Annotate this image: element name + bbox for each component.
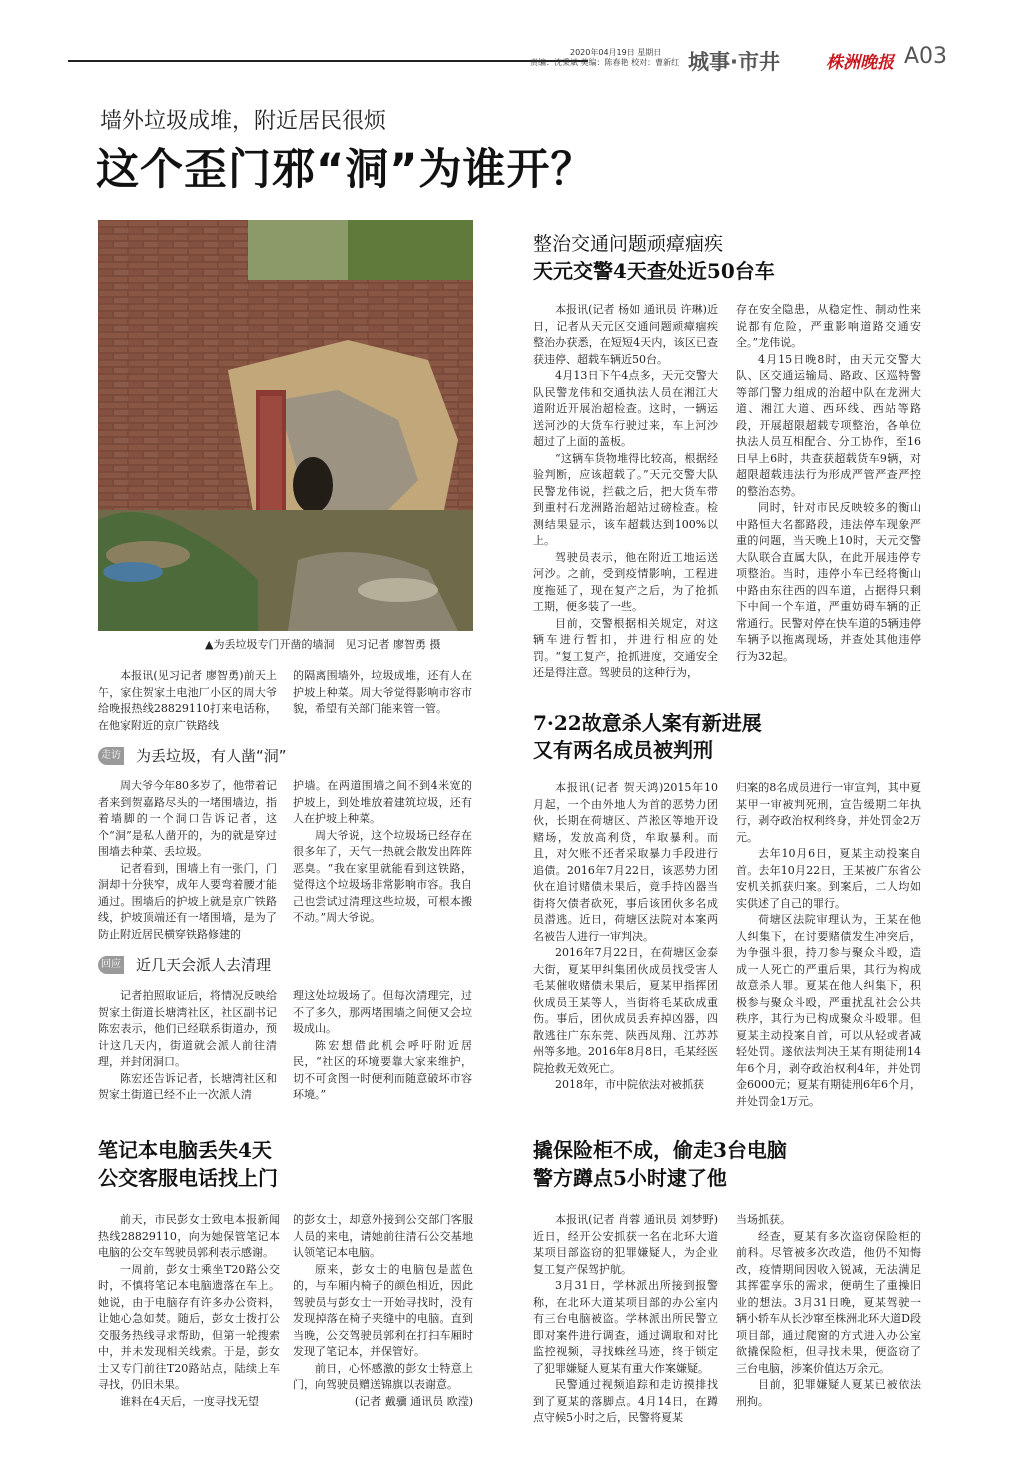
paragraph: 归案的8名成员进行一审宣判，其中夏某甲一审被判死刑，宣告缓期二年执行，剥夺政治权利终身，并处罚金2万元。 <box>736 781 921 844</box>
safe-title-line1: 撬保险柜不成，偷走3台电脑 <box>533 1138 787 1162</box>
paragraph: 记者看到，围墙上有一张门，门洞却十分狭窄，成年人要弯着腰才能通过。围墙后的护坡上就是京广铁路线，护坡顶端还有一堵围墙，是为了防止附近居民横穿铁路修建的 <box>98 861 277 941</box>
paragraph: 本报讯(记者 杨如 通讯员 许琳)近日，记者从天元区交通问题顽瘴痼疾整治办获悉，在短短4天内，该区已查获违停、超载车辆近50台。 <box>533 303 718 366</box>
subhead-visit <box>98 745 287 766</box>
laptop-title-line1: 笔记本电脑丢失4天 <box>98 1138 272 1162</box>
traffic-title-line2: 天元交警4天查处近50台车 <box>533 259 775 283</box>
paragraph: 周大爷说，这个垃圾场已经存在很多年了，天气一热就会散发出阵阵恶臭。“我在家里就能看到这铁路，觉得这个垃圾场非常影响市容。我自己也尝试过清理这些垃圾，可根本搬不动。”周大爷说。 <box>293 828 472 924</box>
paragraph: 前天，市民彭女士致电本报新闻热线28829110，向为她保管笔记本电脑的公交车驾驶员郭利表示感谢。 <box>98 1213 280 1259</box>
wall-hole-illustration <box>98 220 473 631</box>
header-rule <box>68 60 588 62</box>
paragraph: 驾驶员表示，他在附近工地运送河沙。之前，受到疫情影响，工程进度拖延了，现在复产之后，为了抢抓工期，便多装了一些。 <box>533 550 718 613</box>
paragraph: 谁料在4天后，一度寻找无望 <box>120 1394 259 1408</box>
paragraph: 本报讯(记者 贺天鸿)2015年10月起，一个由外地人为首的恶势力团伙，长期在荷塘区、芦淞区等地开设赌场，发放高利贷，牟取暴利。而且，对欠账不还者采取暴力手段进行追债。2016年7月22日，该恶势力团伙在追讨赌债未果后，竟手持凶器当街将欠债者砍死，事后该团伙多名成员潜逃。近日，荷塘区法院对本案两名被告人进行一审判决。 <box>533 781 718 943</box>
newspaper-logo: 株洲晚报 <box>826 53 894 73</box>
paragraph: 荷塘区法院审理认为，王某在他人纠集下，在讨要赌债发生冲突后，为争强斗狠，持刀参与聚众斗殴，造成一人死亡的严重后果，其行为构成故意杀人罪。夏某在他人纠集下，积极参与聚众斗殴，严重扰乱社会公共秩序，其行为已构成聚众斗殴罪。但夏某主动投案自首，可以从轻或者减轻处罚。遂依法判决王某有期徒刑14年6个月，剥夺政治权利4年，并处罚金6000元；夏某有期徒刑6年6个月，并处罚金1万元。 <box>736 913 921 1108</box>
paragraph: 的隔离围墙外，垃圾成堆，还有人在护坡上种菜。周大爷觉得影响市容市貌，希望有关部门能来管一管。 <box>293 669 472 715</box>
paragraph: 理这处垃圾场了。但每次清理完，过不了多久，那两堵围墙之间便又会垃圾成山。 <box>293 989 472 1035</box>
paragraph: 本报讯(记者 肖蓉 通讯员 刘梦野)近日，经开公安抓获一名在北环大道某项目部盗窃的犯罪嫌疑人，为企业复工复产保驾护航。 <box>533 1213 718 1276</box>
paragraph: 去年10月6日，夏某主动投案自首。去年10月22日，王某被广东省公安机关抓获归案。到案后，二人均如实供述了自己的罪行。 <box>736 847 921 910</box>
subhead-response <box>98 954 271 975</box>
murder-title-line2: 又有两名成员被判刑 <box>533 738 713 762</box>
paragraph: 民警通过视频追踪和走访摸排找到了夏某的落脚点。4月14日，在蹲点守候5小时之后，民警将夏某 <box>533 1378 718 1424</box>
paragraph: 经查，夏某有多次盗窃保险柜的前科。尽管被多次改造，他仍不知悔改，疫情期间因收入锐减，无法满足其挥霍享乐的需求，便萌生了重操旧业的想法。3月31日晚，夏某驾驶一辆小轿车从长沙窜至株洲北环大道D段项目部，通过爬窗的方式进入办公室欲撬保险柜，但寻找未果，便盗窃了三台电脑，涉案价值达万余元。 <box>736 1229 921 1375</box>
safe-title-line2: 警方蹲点5小时逮了他 <box>533 1166 727 1190</box>
paragraph: 周大爷今年80多岁了，他带着记者来到贺嘉路尽头的一堵围墙边，指着墙脚的一个洞口告诉记者，这个“洞”是私人凿开的，为的就是穿过围墙去种菜、丢垃圾。 <box>98 779 277 858</box>
lead-headline: 这个歪门邪“洞”为谁开？ <box>96 145 595 195</box>
date-line: 2020年04月19日 星期日 <box>570 48 662 57</box>
lead-kicker: 墙外垃圾成堆，附近居民很烦 <box>100 109 387 134</box>
paragraph: 3月31日，学林派出所接到报警称，在北环大道某项目部的办公室内有三台电脑被盗。学林派出所民警立即对案件进行调查，通过调取和对比监控视频，寻找蛛丝马迹，终于锁定了犯罪嫌疑人夏某有重大作案嫌疑。 <box>533 1279 718 1375</box>
laptop-col-1 <box>98 1212 280 1410</box>
murder-title-line1: 7·22故意杀人案有新进展 <box>533 711 762 735</box>
paragraph: 陈宏想借此机会呼吁附近居民，“社区的环境要靠大家来维护，切不可贪图一时便利而随意破坏市容环境。” <box>293 1038 472 1101</box>
page-number: A03 <box>904 44 948 69</box>
safe-col-1 <box>533 1212 718 1427</box>
visit-col-right <box>293 778 472 927</box>
paragraph: 本报讯(见习记者 廖智勇)前天上午，家住贺家土电池厂小区的周大爷给晚报热线28829110打来电话称，在他家附近的京广铁路线 <box>98 669 277 732</box>
paragraph: 护墙。在两道围墙之间不到4米宽的护坡上，到处堆放着建筑垃圾，还有人在护坡上种菜。 <box>293 779 472 825</box>
laptop-col-2 <box>293 1212 473 1410</box>
paragraph: 目前，犯罪嫌疑人夏某已被依法刑拘。 <box>736 1378 921 1408</box>
paragraph: 4月13日下午4点多，天元交警大队民警龙伟和交通执法人员在湘江大道附近开展治超检查。这时，一辆运送河沙的大货车行驶过来，车上河沙超过了上面的盖板。 <box>533 369 718 448</box>
section-title: 城事·市井 <box>688 50 780 74</box>
murder-col-2 <box>736 780 921 1110</box>
paragraph: 记者拍照取证后，将情况反映给贺家土街道长塘湾社区，社区副书记陈宏表示，他们已经联系街道办，预计这几天内，街道就会派人前往清理，并封闭洞口。 <box>98 989 277 1068</box>
paragraph: 2018年，市中院依法对被抓获 <box>555 1078 704 1091</box>
paragraph: 同时，针对市民反映较多的衡山中路恒大名都路段，违法停车现象严重的问题，当天晚上10时，天元交警大队联合直属大队，在此开展违停专项整治。当时，违停小车已经将衡山中路由东往西的四车道，占据得只剩下中间一个车道，严重妨碍车辆的正常通行。民警对停在快车道的5辆违停车辆予以拖离现场，并查处其他违停行为32起。 <box>736 501 921 663</box>
paragraph: 一周前，彭女士乘坐T20路公交时，不慎将笔记本电脑遗落在车上。她说，由于电脑存有许多办公资料，让她心急如焚。随后，彭女士拨打公交服务热线寻求帮助，但第一轮搜索中，并未发现相关线索。于是，彭女士又专门前往T20路站点，陆续上车寻找，仍旧未果。 <box>98 1262 280 1391</box>
editors-line: 责编：沈秉斌 美编：陈春艳 校对：曹新红 <box>530 58 680 67</box>
response-col-left <box>98 988 277 1104</box>
subhead-title: 近几天会派人去清理 <box>136 956 272 974</box>
lead-intro-left <box>98 668 277 734</box>
traffic-col-2 <box>736 302 921 665</box>
safe-col-2 <box>736 1212 921 1410</box>
paragraph: 存在安全隐患，从稳定性、制动性来说都有危险，严重影响道路交通安全。”龙伟说。 <box>736 303 921 349</box>
photo-caption: ▲为丢垃圾专门开凿的墙洞 见习记者 廖智勇 摄 <box>205 638 441 651</box>
subhead-tag: 走访 <box>98 747 124 765</box>
traffic-title-line1: 整治交通问题顽瘴痼疾 <box>533 233 724 255</box>
paragraph: 的彭女士，却意外接到公交部门客服人员的来电，请她前往清石公交基地认领笔记本电脑。 <box>293 1213 473 1259</box>
paragraph: 目前，交警根据相关规定，对这辆车进行暂扣，并进行相应的处罚。“复工复产，抢抓进度，交通安全还是得注意。驾驶员的这种行为， <box>533 616 718 679</box>
paragraph: 原来，彭女士的电脑包是蓝色的，与车厢内椅子的颜色相近，因此驾驶员与彭女士一开始寻找时，没有发现掉落在椅子夹缝中的电脑。直到当晚，公交驾驶员郭利在打扫车厢时发现了笔记本，并保管好。 <box>293 1262 473 1358</box>
laptop-title-line2: 公交客服电话找上门 <box>98 1166 278 1190</box>
subhead-tag: 回应 <box>98 956 124 974</box>
traffic-col-1 <box>533 302 718 682</box>
paragraph: 前日，心怀感激的彭女士特意上门，向驾驶员赠送锦旗以表谢意。 <box>293 1361 473 1391</box>
paragraph: “这辆车货物堆得比较高，根据经验判断，应该超载了。”天元交警大队民警龙伟说，拦截之后，把大货车带到重村石龙洲路治超站过磅检查。检测结果显示，该车超载达到100%以上。 <box>533 451 718 547</box>
lead-photo <box>98 220 473 631</box>
paragraph: 当场抓获。 <box>736 1213 791 1226</box>
paragraph: 陈宏还告诉记者，长塘湾社区和贺家土街道已经不止一次派人清 <box>98 1071 277 1101</box>
response-col-right <box>293 988 472 1104</box>
header-meta <box>530 48 679 68</box>
paragraph: 4月15日晚8时，由天元交警大队、区交通运输局、路政、区巡特警等部门警力组成的治超中队在龙洲大道、湘江大道、西环线、西站等路段，开展超限超载专项整治，各单位执法人员互相配合、分工协作，至16日早上6时，共查获超载货车9辆，对超限超载违法行为形成严管严查严控的整治态势。 <box>736 352 921 498</box>
subhead-title: 为丢垃圾，有人凿“洞” <box>136 747 287 765</box>
lead-intro-right <box>293 668 472 718</box>
murder-col-1 <box>533 780 718 1094</box>
visit-col-left <box>98 778 277 943</box>
paragraph: 2016年7月22日，在荷塘区金泰大街，夏某甲纠集团伙成员找受害人毛某催收赌债未果后，夏某甲指挥团伙成员王某等人，当街将毛某砍成重伤。事后，团伙成员丢弃掉凶器，四散逃往广东东莞、陕西凤翔、江苏苏州等多地。2016年8月8日，毛某经医院抢救无效死亡。 <box>533 946 718 1075</box>
byline: (记者 戴骥 通讯员 欧滢) <box>354 1394 473 1408</box>
